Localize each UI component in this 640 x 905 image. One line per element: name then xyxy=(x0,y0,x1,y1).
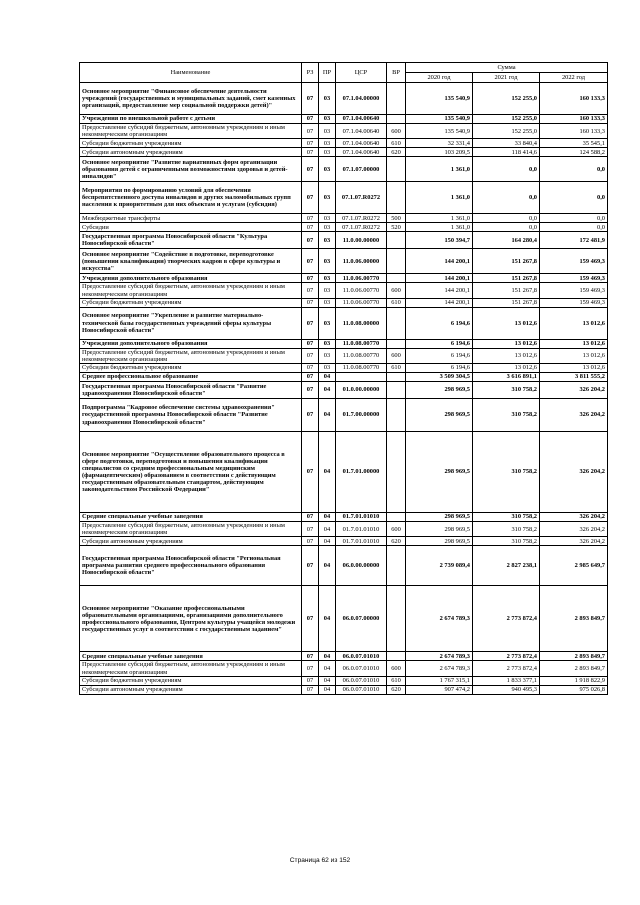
cell-name: Предоставление субсидий бюджетным, автономным учреждениям и иным некоммерческим организациям xyxy=(80,522,302,537)
cell-csr: 07.1.07.R0272 xyxy=(336,223,387,232)
table-row xyxy=(80,399,608,432)
cell-name: Основное мероприятие "Осуществление образовательного процесса в сфере подготовки, переподготовки и повышения квалификации специалистов со средним профессиональным медицинским (фармацевтическим) образованием в соответствии с действующим государственным образовательным стандартом, действующим законодательством Российской Федерации" xyxy=(80,432,302,513)
cell-2022: 172 481,9 xyxy=(540,232,608,249)
cell-2021: 33 840,4 xyxy=(473,139,540,148)
cell-rz: 07 xyxy=(302,364,319,373)
cell-name: Подпрограмма "Кадровое обеспечение системы здравоохранения" государственной программы Новосибирской области "Развитие здравоохранения Новосибирской области" xyxy=(80,399,302,432)
cell-rz: 07 xyxy=(302,339,319,348)
cell-vr xyxy=(387,513,406,522)
cell-2021: 310 758,2 xyxy=(473,382,540,399)
cell-csr: 11.0.06.00770 xyxy=(336,298,387,307)
cell-name: Учреждения по внешкольной работе с детьми xyxy=(80,115,302,124)
table-row xyxy=(80,232,608,249)
cell-2020: 1 361,0 xyxy=(406,223,473,232)
cell-csr: 07.1.04.00640 xyxy=(336,124,387,139)
cell-2022: 2 893 849,7 xyxy=(540,661,608,676)
table-row xyxy=(80,283,608,298)
cell-2022: 35 545,1 xyxy=(540,139,608,148)
cell-2022: 326 204,2 xyxy=(540,522,608,537)
cell-csr: 01.7.01.01010 xyxy=(336,522,387,537)
cell-csr: 01.7.01.01010 xyxy=(336,513,387,522)
cell-2021: 940 495,3 xyxy=(473,685,540,694)
cell-2020: 298 969,5 xyxy=(406,432,473,513)
budget-table xyxy=(79,62,608,695)
cell-csr: 07.1.07.00000 xyxy=(336,157,387,182)
cell-2022: 124 588,2 xyxy=(540,148,608,157)
cell-vr: 600 xyxy=(387,348,406,363)
table-row xyxy=(80,124,608,139)
cell-pr: 03 xyxy=(319,115,336,124)
cell-rz: 07 xyxy=(302,115,319,124)
cell-name: Средние специальные учебные заведения xyxy=(80,513,302,522)
col-csr-header: ЦСР xyxy=(336,63,387,83)
cell-vr xyxy=(387,586,406,652)
cell-name: Субсидии автономным учреждениям xyxy=(80,148,302,157)
cell-2022: 159 469,3 xyxy=(540,274,608,283)
cell-2022: 0,0 xyxy=(540,214,608,223)
cell-rz: 07 xyxy=(302,223,319,232)
cell-csr: 06.0.07.00000 xyxy=(336,586,387,652)
cell-csr: 01.7.01.00000 xyxy=(336,432,387,513)
table-row xyxy=(80,157,608,182)
cell-2022: 3 811 555,2 xyxy=(540,373,608,382)
cell-name: Основное мероприятие "Содействие в подготовке, переподготовке (повышении квалификации) творческих кадров в сфере культуры и искусства" xyxy=(80,249,302,274)
table-row xyxy=(80,348,608,363)
cell-name: Государственная программа Новосибирской области "Культура Новосибирской области" xyxy=(80,232,302,249)
cell-name: Субсидии автономным учреждениям xyxy=(80,685,302,694)
table-row xyxy=(80,148,608,157)
table-row xyxy=(80,513,608,522)
cell-2022: 326 204,2 xyxy=(540,537,608,546)
table-row xyxy=(80,115,608,124)
cell-pr: 03 xyxy=(319,148,336,157)
cell-pr: 04 xyxy=(319,382,336,399)
col-sum-header: Сумма xyxy=(406,63,608,73)
cell-csr: 07.1.04.00640 xyxy=(336,115,387,124)
cell-rz: 07 xyxy=(302,676,319,685)
cell-2021: 0,0 xyxy=(473,214,540,223)
cell-vr xyxy=(387,274,406,283)
cell-name: Предоставление субсидий бюджетным, автономным учреждениям и иным некоммерческим организациям xyxy=(80,283,302,298)
cell-2022: 1 918 822,9 xyxy=(540,676,608,685)
cell-rz: 07 xyxy=(302,661,319,676)
cell-2021: 13 012,6 xyxy=(473,364,540,373)
cell-2020: 1 361,0 xyxy=(406,214,473,223)
cell-vr xyxy=(387,249,406,274)
cell-vr xyxy=(387,83,406,115)
table-body xyxy=(80,83,608,695)
cell-rz: 07 xyxy=(302,307,319,339)
cell-pr: 03 xyxy=(319,348,336,363)
cell-pr: 03 xyxy=(319,283,336,298)
cell-name: Субсидии бюджетным учреждениям xyxy=(80,364,302,373)
cell-pr: 03 xyxy=(319,249,336,274)
cell-2021: 2 827 238,1 xyxy=(473,546,540,586)
cell-name: Средние специальные учебные заведения xyxy=(80,652,302,661)
cell-rz: 07 xyxy=(302,685,319,694)
cell-name: Учреждения дополнительного образования xyxy=(80,339,302,348)
cell-2020: 144 200,1 xyxy=(406,274,473,283)
cell-csr xyxy=(336,373,387,382)
cell-2020: 6 194,6 xyxy=(406,348,473,363)
cell-csr: 06.0.00.00000 xyxy=(336,546,387,586)
cell-vr: 610 xyxy=(387,298,406,307)
cell-csr: 06.0.07.01010 xyxy=(336,652,387,661)
cell-rz: 07 xyxy=(302,373,319,382)
cell-2022: 0,0 xyxy=(540,182,608,214)
cell-2021: 152 255,0 xyxy=(473,124,540,139)
cell-vr: 610 xyxy=(387,364,406,373)
cell-vr xyxy=(387,546,406,586)
cell-pr: 03 xyxy=(319,214,336,223)
cell-name: Субсидии бюджетным учреждениям xyxy=(80,676,302,685)
cell-rz: 07 xyxy=(302,148,319,157)
cell-rz: 07 xyxy=(302,348,319,363)
cell-name: Государственная программа Новосибирской области "Региональная программа развития среднего профессионального образования Новосибирской области" xyxy=(80,546,302,586)
cell-vr xyxy=(387,232,406,249)
table-row xyxy=(80,432,608,513)
col-2021-header: 2021 год xyxy=(473,73,540,83)
cell-2021: 310 758,2 xyxy=(473,522,540,537)
cell-2020: 298 969,5 xyxy=(406,522,473,537)
cell-2020: 135 540,9 xyxy=(406,83,473,115)
cell-pr: 04 xyxy=(319,676,336,685)
cell-2021: 0,0 xyxy=(473,223,540,232)
cell-csr: 06.0.07.01010 xyxy=(336,676,387,685)
cell-pr: 04 xyxy=(319,399,336,432)
cell-vr: 620 xyxy=(387,537,406,546)
cell-vr: 620 xyxy=(387,685,406,694)
cell-2021: 151 267,8 xyxy=(473,283,540,298)
cell-2021: 2 773 872,4 xyxy=(473,652,540,661)
cell-2021: 1 833 377,1 xyxy=(473,676,540,685)
table-row xyxy=(80,214,608,223)
cell-csr: 11.0.08.00770 xyxy=(336,348,387,363)
cell-name: Среднее профессиональное образование xyxy=(80,373,302,382)
cell-2022: 160 133,3 xyxy=(540,124,608,139)
cell-pr: 03 xyxy=(319,124,336,139)
cell-vr: 600 xyxy=(387,661,406,676)
cell-pr: 03 xyxy=(319,274,336,283)
cell-csr: 07.1.07.R0272 xyxy=(336,182,387,214)
cell-vr: 620 xyxy=(387,148,406,157)
cell-2020: 144 200,1 xyxy=(406,283,473,298)
cell-rz: 07 xyxy=(302,537,319,546)
cell-2021: 152 255,0 xyxy=(473,83,540,115)
table-row xyxy=(80,139,608,148)
cell-csr: 06.0.07.01010 xyxy=(336,685,387,694)
cell-2020: 1 361,0 xyxy=(406,157,473,182)
cell-2021: 310 758,2 xyxy=(473,513,540,522)
cell-name: Мероприятия по формированию условий для обеспечения беспрепятственного доступа инвалидов и других маломобильных групп населения к приоритетным для них объектам и услугам (субсидия) xyxy=(80,182,302,214)
cell-vr xyxy=(387,182,406,214)
cell-vr xyxy=(387,339,406,348)
cell-2021: 0,0 xyxy=(473,157,540,182)
cell-2021: 151 267,8 xyxy=(473,249,540,274)
cell-2022: 326 204,2 xyxy=(540,399,608,432)
page-number: Страница 62 из 152 xyxy=(289,857,351,864)
cell-pr: 04 xyxy=(319,373,336,382)
cell-2020: 2 674 789,3 xyxy=(406,586,473,652)
cell-rz: 07 xyxy=(302,432,319,513)
cell-pr: 03 xyxy=(319,307,336,339)
cell-pr: 03 xyxy=(319,232,336,249)
cell-2020: 1 767 315,1 xyxy=(406,676,473,685)
cell-rz: 07 xyxy=(302,249,319,274)
cell-csr: 07.1.07.R0272 xyxy=(336,214,387,223)
col-2022-header: 2022 год xyxy=(540,73,608,83)
cell-2022: 2 985 649,7 xyxy=(540,546,608,586)
table-row xyxy=(80,249,608,274)
cell-2020: 135 540,9 xyxy=(406,124,473,139)
cell-vr xyxy=(387,157,406,182)
table-row xyxy=(80,685,608,694)
table-row xyxy=(80,182,608,214)
cell-2022: 0,0 xyxy=(540,157,608,182)
cell-2022: 160 133,3 xyxy=(540,115,608,124)
cell-2022: 326 204,2 xyxy=(540,513,608,522)
cell-name: Основное мероприятие "Оказание профессиональными образовательными организациями, организациями дополнительного профессионального образования, Центром культуры учащейся молодежи государственных услуг в соответствии с государственным заданием" xyxy=(80,586,302,652)
cell-pr: 03 xyxy=(319,157,336,182)
cell-name: Основное мероприятие "Укрепление и развитие материально-технической базы государственных учреждений сферы культуры Новосибирской области" xyxy=(80,307,302,339)
cell-vr xyxy=(387,652,406,661)
cell-rz: 07 xyxy=(302,274,319,283)
cell-csr: 06.0.07.01010 xyxy=(336,661,387,676)
col-2020-header: 2020 год xyxy=(406,73,473,83)
table-row xyxy=(80,676,608,685)
col-rz-header: РЗ xyxy=(302,63,319,83)
cell-2021: 2 773 872,4 xyxy=(473,586,540,652)
cell-csr: 01.0.00.00000 xyxy=(336,382,387,399)
cell-pr: 03 xyxy=(319,83,336,115)
table-row xyxy=(80,546,608,586)
cell-rz: 07 xyxy=(302,182,319,214)
cell-2020: 135 540,9 xyxy=(406,115,473,124)
cell-name: Субсидии автономным учреждениям xyxy=(80,537,302,546)
cell-vr xyxy=(387,115,406,124)
cell-vr xyxy=(387,399,406,432)
cell-vr xyxy=(387,432,406,513)
cell-csr: 11.0.06.00000 xyxy=(336,249,387,274)
cell-rz: 07 xyxy=(302,214,319,223)
col-vr-header: ВР xyxy=(387,63,406,83)
cell-2022: 326 204,2 xyxy=(540,382,608,399)
cell-pr: 04 xyxy=(319,546,336,586)
cell-vr: 500 xyxy=(387,214,406,223)
cell-2021: 3 616 891,1 xyxy=(473,373,540,382)
cell-vr xyxy=(387,307,406,339)
cell-2020: 144 200,1 xyxy=(406,298,473,307)
cell-2021: 310 758,2 xyxy=(473,432,540,513)
cell-2020: 298 969,5 xyxy=(406,537,473,546)
cell-2022: 2 893 849,7 xyxy=(540,586,608,652)
table-header xyxy=(80,63,608,83)
cell-csr: 11.0.06.00770 xyxy=(336,274,387,283)
cell-pr: 04 xyxy=(319,522,336,537)
cell-2020: 32 331,4 xyxy=(406,139,473,148)
cell-rz: 07 xyxy=(302,513,319,522)
cell-2022: 13 012,6 xyxy=(540,348,608,363)
table-row xyxy=(80,586,608,652)
cell-2021: 118 414,6 xyxy=(473,148,540,157)
cell-2020: 298 969,5 xyxy=(406,399,473,432)
cell-2020: 144 200,1 xyxy=(406,249,473,274)
cell-pr: 03 xyxy=(319,339,336,348)
cell-vr: 610 xyxy=(387,139,406,148)
cell-2020: 1 361,0 xyxy=(406,182,473,214)
cell-2022: 159 469,3 xyxy=(540,249,608,274)
table-row xyxy=(80,373,608,382)
cell-vr: 600 xyxy=(387,124,406,139)
cell-rz: 07 xyxy=(302,83,319,115)
cell-2020: 2 739 089,4 xyxy=(406,546,473,586)
table-row xyxy=(80,364,608,373)
cell-2022: 159 469,3 xyxy=(540,298,608,307)
cell-name: Предоставление субсидий бюджетным, автономным учреждениям и иным некоммерческим организациям xyxy=(80,661,302,676)
cell-vr: 520 xyxy=(387,223,406,232)
cell-name: Учреждения дополнительного образования xyxy=(80,274,302,283)
cell-name: Основное мероприятие "Развитие вариативных форм организации образования детей с ограниченными возможностями здоровья и детей-инвалидов" xyxy=(80,157,302,182)
table-row xyxy=(80,661,608,676)
cell-2021: 0,0 xyxy=(473,182,540,214)
cell-2021: 151 267,8 xyxy=(473,274,540,283)
cell-csr: 07.1.04.00000 xyxy=(336,83,387,115)
cell-rz: 07 xyxy=(302,298,319,307)
cell-pr: 03 xyxy=(319,298,336,307)
cell-csr: 11.0.08.00770 xyxy=(336,364,387,373)
cell-vr xyxy=(387,373,406,382)
cell-rz: 07 xyxy=(302,232,319,249)
cell-pr: 04 xyxy=(319,652,336,661)
cell-vr: 610 xyxy=(387,676,406,685)
cell-name: Государственная программа Новосибирской области "Развитие здравоохранения Новосибирской области" xyxy=(80,382,302,399)
cell-2020: 150 394,7 xyxy=(406,232,473,249)
cell-2021: 2 773 872,4 xyxy=(473,661,540,676)
cell-name: Предоставление субсидий бюджетным, автономным учреждениям и иным некоммерческим организациям xyxy=(80,348,302,363)
cell-pr: 03 xyxy=(319,139,336,148)
cell-name: Основное мероприятие "Финансовое обеспечение деятельности учреждений (государственных и муниципальных заданий, смет казенных организаций, предоставление мер социальной поддержки детей)" xyxy=(80,83,302,115)
cell-2020: 6 194,6 xyxy=(406,307,473,339)
cell-2020: 6 194,6 xyxy=(406,364,473,373)
cell-2021: 164 280,4 xyxy=(473,232,540,249)
cell-2022: 13 012,6 xyxy=(540,307,608,339)
cell-2021: 13 012,6 xyxy=(473,339,540,348)
cell-2022: 159 469,3 xyxy=(540,283,608,298)
cell-2022: 13 012,6 xyxy=(540,339,608,348)
cell-2022: 160 133,3 xyxy=(540,83,608,115)
cell-name: Субсидии бюджетным учреждениям xyxy=(80,139,302,148)
cell-vr: 600 xyxy=(387,283,406,298)
cell-csr: 07.1.04.00640 xyxy=(336,139,387,148)
cell-rz: 07 xyxy=(302,283,319,298)
cell-2021: 152 255,0 xyxy=(473,115,540,124)
cell-pr: 03 xyxy=(319,182,336,214)
table-row xyxy=(80,522,608,537)
cell-csr: 01.7.00.00000 xyxy=(336,399,387,432)
cell-pr: 04 xyxy=(319,432,336,513)
cell-csr: 01.7.01.01010 xyxy=(336,537,387,546)
cell-name: Предоставление субсидий бюджетным, автономным учреждениям и иным некоммерческим организациям xyxy=(80,124,302,139)
cell-2020: 298 969,5 xyxy=(406,382,473,399)
cell-csr: 11.0.00.00000 xyxy=(336,232,387,249)
cell-name: Субсидии xyxy=(80,223,302,232)
cell-pr: 04 xyxy=(319,586,336,652)
cell-pr: 03 xyxy=(319,223,336,232)
cell-pr: 03 xyxy=(319,364,336,373)
cell-pr: 04 xyxy=(319,685,336,694)
table-row xyxy=(80,274,608,283)
cell-2020: 907 474,2 xyxy=(406,685,473,694)
cell-csr: 11.0.08.00000 xyxy=(336,307,387,339)
table-row xyxy=(80,537,608,546)
table-row xyxy=(80,298,608,307)
table-row xyxy=(80,307,608,339)
cell-rz: 07 xyxy=(302,652,319,661)
cell-2020: 2 674 789,3 xyxy=(406,652,473,661)
cell-rz: 07 xyxy=(302,399,319,432)
col-name-header: Наименование xyxy=(80,63,302,83)
cell-pr: 04 xyxy=(319,661,336,676)
table-row xyxy=(80,83,608,115)
cell-vr: 600 xyxy=(387,522,406,537)
cell-csr: 07.1.04.00640 xyxy=(336,148,387,157)
col-pr-header: ПР xyxy=(319,63,336,83)
cell-2020: 298 969,5 xyxy=(406,513,473,522)
cell-rz: 07 xyxy=(302,382,319,399)
cell-2022: 326 204,2 xyxy=(540,432,608,513)
cell-2022: 2 893 849,7 xyxy=(540,652,608,661)
cell-2021: 310 758,2 xyxy=(473,537,540,546)
table-row xyxy=(80,223,608,232)
cell-2021: 151 267,8 xyxy=(473,298,540,307)
cell-2020: 3 509 304,5 xyxy=(406,373,473,382)
cell-rz: 07 xyxy=(302,157,319,182)
cell-2020: 103 209,5 xyxy=(406,148,473,157)
cell-rz: 07 xyxy=(302,586,319,652)
cell-2022: 975 026,8 xyxy=(540,685,608,694)
cell-rz: 07 xyxy=(302,522,319,537)
table-row xyxy=(80,339,608,348)
table-row xyxy=(80,652,608,661)
cell-2020: 2 674 789,3 xyxy=(406,661,473,676)
cell-2020: 6 194,6 xyxy=(406,339,473,348)
cell-pr: 04 xyxy=(319,537,336,546)
cell-csr: 11.0.08.00770 xyxy=(336,339,387,348)
cell-2021: 310 758,2 xyxy=(473,399,540,432)
cell-2021: 13 012,6 xyxy=(473,348,540,363)
cell-name: Межбюджетные трансферты xyxy=(80,214,302,223)
cell-rz: 07 xyxy=(302,546,319,586)
cell-2022: 13 012,6 xyxy=(540,364,608,373)
cell-csr: 11.0.06.00770 xyxy=(336,283,387,298)
cell-rz: 07 xyxy=(302,139,319,148)
cell-vr xyxy=(387,382,406,399)
cell-name: Субсидии бюджетным учреждениям xyxy=(80,298,302,307)
cell-2021: 13 012,6 xyxy=(473,307,540,339)
table-row xyxy=(80,382,608,399)
cell-rz: 07 xyxy=(302,124,319,139)
cell-2022: 0,0 xyxy=(540,223,608,232)
cell-pr: 04 xyxy=(319,513,336,522)
